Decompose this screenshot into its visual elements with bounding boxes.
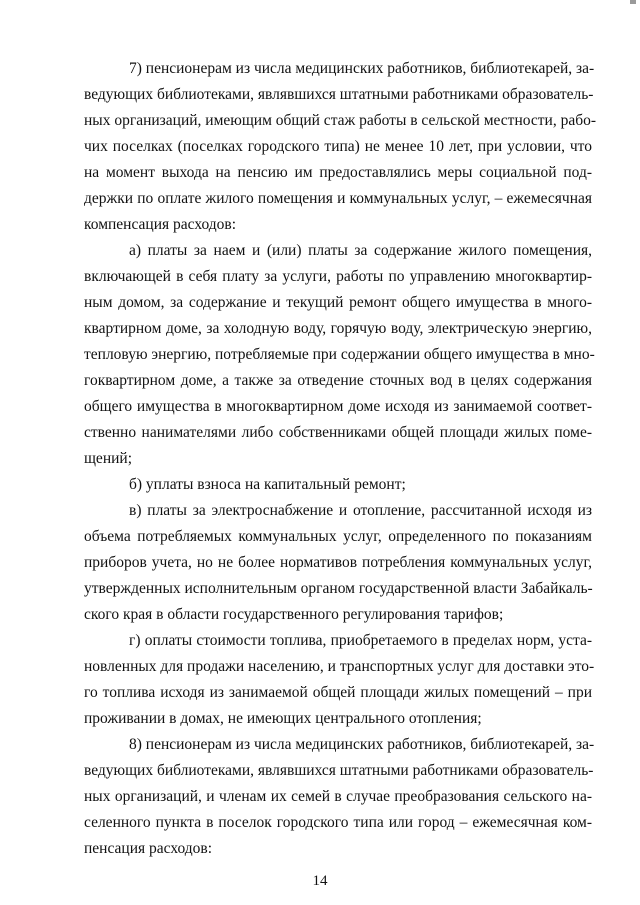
- text-line: на момент выхода на пенсию им предоставлялись меры социальной под-: [84, 164, 592, 181]
- text-line: чих поселках (поселках городского типа) не менее 10 лет, при условии, что: [84, 138, 592, 155]
- text-line: включающей в себя плату за услуги, работы по управлению многоквартир-: [84, 268, 592, 285]
- text-line: а) платы за наем и (или) платы за содержание жилого помещения,: [129, 242, 592, 259]
- text-line: в) платы за электроснабжение и отопление, рассчитанной исходя из: [129, 502, 592, 519]
- text-line: держки по оплате жилого помещения и коммунальных услуг, – ежемесячная: [84, 190, 592, 207]
- page-number: 14: [312, 873, 328, 889]
- text-line: компенсация расходов:: [84, 216, 237, 233]
- text-line: ского края в области государственного регулирования тарифов;: [84, 606, 504, 623]
- text-line: утвержденных исполнительным органом государственной власти Забайкаль-: [84, 580, 593, 597]
- text-line: б) уплаты взноса на капитальный ремонт;: [129, 476, 406, 493]
- text-line: объема потребляемых коммунальных услуг, определенного по показаниям: [84, 528, 592, 545]
- text-line: приборов учета, но не более нормативов потребления коммунальных услуг,: [84, 554, 592, 571]
- text-line: проживании в домах, не имеющих центрального отопления;: [84, 710, 482, 727]
- text-line: ведующих библиотеками, являвшихся штатными работниками образователь-: [84, 86, 594, 103]
- text-line: тепловую энергию, потребляемые при содержании общего имущества в мно-: [84, 346, 595, 363]
- text-line: квартирном доме, за холодную воду, горячую воду, электрическую энергию,: [84, 320, 592, 337]
- text-line: 7) пенсионерам из числа медицинских работников, библиотекарей, за-: [129, 60, 595, 77]
- text-line: селенного пункта в поселок городского типа или город – ежемесячная ком-: [84, 814, 592, 831]
- text-line: общего имущества в многоквартирном доме исходя из занимаемой соответ-: [84, 398, 592, 415]
- text-line: ственно нанимателями либо собственниками общей площади жилых поме-: [84, 424, 592, 441]
- text-line: го топлива исходя из занимаемой общей площади жилых помещений – при: [84, 684, 592, 701]
- text-line: ным домом, за содержание и текущий ремонт общего имущества в много-: [84, 294, 592, 311]
- text-line: г) оплаты стоимости топлива, приобретаемого в пределах норм, уста-: [129, 632, 592, 649]
- text-line: 8) пенсионерам из числа медицинских работников, библиотекарей, за-: [129, 736, 595, 753]
- text-line: ведующих библиотеками, являвшихся штатными работниками образователь-: [84, 762, 594, 779]
- text-line: гоквартирном доме, а также за отведение сточных вод в целях содержания: [84, 372, 592, 389]
- text-line: ных организаций, и членам их семей в случае преобразования сельского на-: [84, 788, 592, 805]
- text-line: щений;: [84, 450, 133, 467]
- text-line: ных организаций, имеющим общий стаж работы в сельской местности, рабо-: [84, 112, 597, 129]
- text-line: новленных для продажи населению, и транспортных услуг для доставки это-: [84, 658, 595, 675]
- corner-mark: [630, 0, 636, 4]
- text-line: пенсация расходов:: [84, 840, 213, 857]
